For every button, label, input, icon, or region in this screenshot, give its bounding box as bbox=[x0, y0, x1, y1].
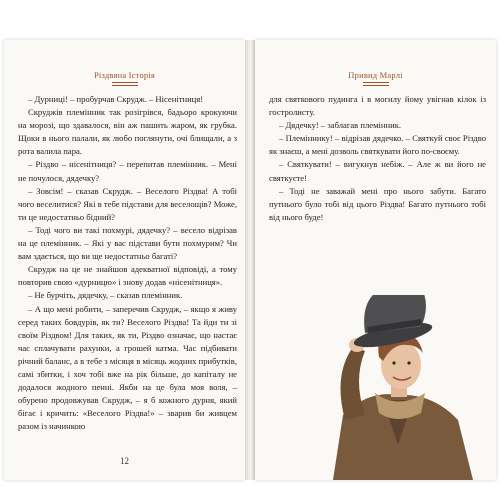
header-ornament bbox=[112, 82, 138, 86]
paragraph: Скруджів племінник так розігрівся, бадьоро крокуючи на морозі, що здавалося, він аж пашить жаром, як грубка. Щоки в нього палали, як любо поглянути, очі блищали, а з рота валила пара. bbox=[18, 107, 237, 157]
paragraph: – Зовсім! – сказав Скрудж. – Веселого Різдва! А тобі чого веселитися? Які в тебе підстави для веселощів? Може, ти це недостатньо бідний? bbox=[18, 185, 237, 222]
paragraph: – А що мені робити, – заперечив Скрудж, – якщо я живу серед таких бовдурів, як ти? Веселого Різдва! Та йди ти зі своїм Різдвом! Для таких, як ти, Різдво означає, що настає час сплачувати рахунки, а грошей катма. Час підбивати річний баланс, а в тебе з місяця в місяць жодних прибутків, самі збитки, і хоч тобі вже на рік більше, до капіталу не додалося жодного пенні. Якби на це була моя воля, – обурено продовжував Скрудж, – я б кожного дурня, який бігає і кричить: «Веселого Різдва!» – зварив би живцем разом із начинкою bbox=[18, 303, 237, 432]
right-running-header bbox=[255, 70, 496, 86]
paragraph: Скрудж на це не знайшов адекватної відповіді, а тому повторив свою «дурницю» і знову додав «нісенітниця». bbox=[18, 264, 237, 288]
eye-shape bbox=[407, 361, 410, 364]
paragraph: – Дядечку! – заблагав племінник. bbox=[279, 120, 402, 131]
left-page-text bbox=[18, 93, 237, 433]
book-gutter bbox=[245, 40, 255, 480]
eye-shape bbox=[392, 361, 395, 364]
left-page bbox=[4, 40, 245, 480]
arm-shape bbox=[341, 347, 366, 420]
page-number: 12 bbox=[120, 456, 129, 466]
left-running-header bbox=[4, 70, 245, 86]
paragraph: – Не бурчіть, дядечку, – сказав племінник. bbox=[28, 290, 183, 301]
right-page-text bbox=[269, 93, 486, 224]
paragraph: для святкового пудинга і в могилу йому увігнав кілок із гостролисту. bbox=[269, 94, 486, 118]
paragraph: – Святкувати! – вигукнув небіж. – Але ж ви його не святкуєте! bbox=[269, 159, 486, 183]
right-page bbox=[255, 40, 496, 480]
paragraph: – Племіннику! – відрізав дядечко. – Святкуй своє Різдво як знаєш, а мені дозволь святкувати його по-своєму. bbox=[269, 133, 486, 157]
paragraph: – Тоді не заважай мені про нього забути. Багато путнього було тобі від цього Різдва! Багато путнього тобі від нього буде! bbox=[269, 185, 486, 222]
paragraph: – Різдво – нісенітниця? – перепитав племінник. – Мені не почулося, дядечку? bbox=[18, 159, 237, 183]
left-header-title: Різдвяна Історія bbox=[93, 70, 156, 80]
paragraph: – Тоді чого ви такі похмурі, дядечку? – весело відрізав на це племінник. – Які у вас підстави бути похмурим? Чи вам здається, що ви ще недостатньо багаті? bbox=[18, 224, 237, 262]
right-header-title: Привид Марлі bbox=[348, 70, 403, 80]
young-man-top-hat-illustration-icon bbox=[313, 295, 483, 480]
header-ornament bbox=[363, 82, 389, 86]
paragraph: – Дурниці! – пробурчав Скрудж. – Нісенітниця! bbox=[28, 94, 204, 104]
